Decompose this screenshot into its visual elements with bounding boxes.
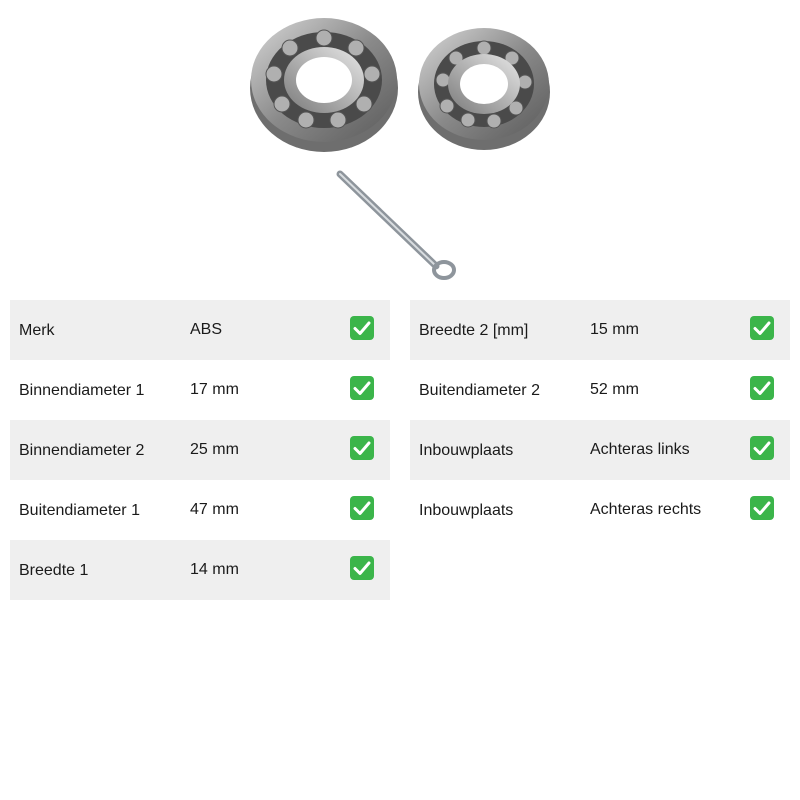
spec-row <box>10 300 390 360</box>
spec-row <box>410 480 790 540</box>
spec-label: Buitendiameter 2 <box>419 382 540 399</box>
spec-value: 14 mm <box>190 561 239 578</box>
check-icon <box>350 376 374 400</box>
spec-label: Buitendiameter 1 <box>19 502 140 519</box>
check-icon <box>350 436 374 460</box>
spec-table-right <box>410 300 790 540</box>
check-icon <box>350 496 374 520</box>
check-icon <box>750 436 774 460</box>
spec-label: Binnendiameter 1 <box>19 382 145 399</box>
spec-value: Achteras links <box>590 441 690 458</box>
check-icon <box>750 316 774 340</box>
spec-row <box>410 420 790 480</box>
check-icon <box>750 376 774 400</box>
spec-label: Merk <box>19 322 55 339</box>
bearing-small <box>418 28 550 150</box>
check-icon <box>350 316 374 340</box>
cotter-pin <box>340 174 454 278</box>
spec-row <box>10 540 390 600</box>
spec-label: Breedte 2 [mm] <box>419 322 529 339</box>
spec-row <box>410 300 790 360</box>
spec-value: 15 mm <box>590 321 639 338</box>
bearing-large <box>250 18 398 152</box>
spec-value: 47 mm <box>190 501 239 518</box>
spec-label: Inbouwplaats <box>419 442 514 459</box>
spec-value: 17 mm <box>190 381 239 398</box>
spec-value: Achteras rechts <box>590 501 702 518</box>
check-icon <box>350 556 374 580</box>
spec-row <box>10 420 390 480</box>
spec-value: 52 mm <box>590 381 639 398</box>
spec-row <box>10 480 390 540</box>
spec-value: 25 mm <box>190 441 239 458</box>
spec-row <box>410 360 790 420</box>
spec-label: Breedte 1 <box>19 562 89 579</box>
spec-label: Binnendiameter 2 <box>19 442 145 459</box>
spec-label: Inbouwplaats <box>419 502 514 519</box>
product-image <box>240 8 560 288</box>
spec-row <box>10 360 390 420</box>
check-icon <box>750 496 774 520</box>
spec-value: ABS <box>190 321 223 338</box>
spec-table-left <box>10 300 390 600</box>
